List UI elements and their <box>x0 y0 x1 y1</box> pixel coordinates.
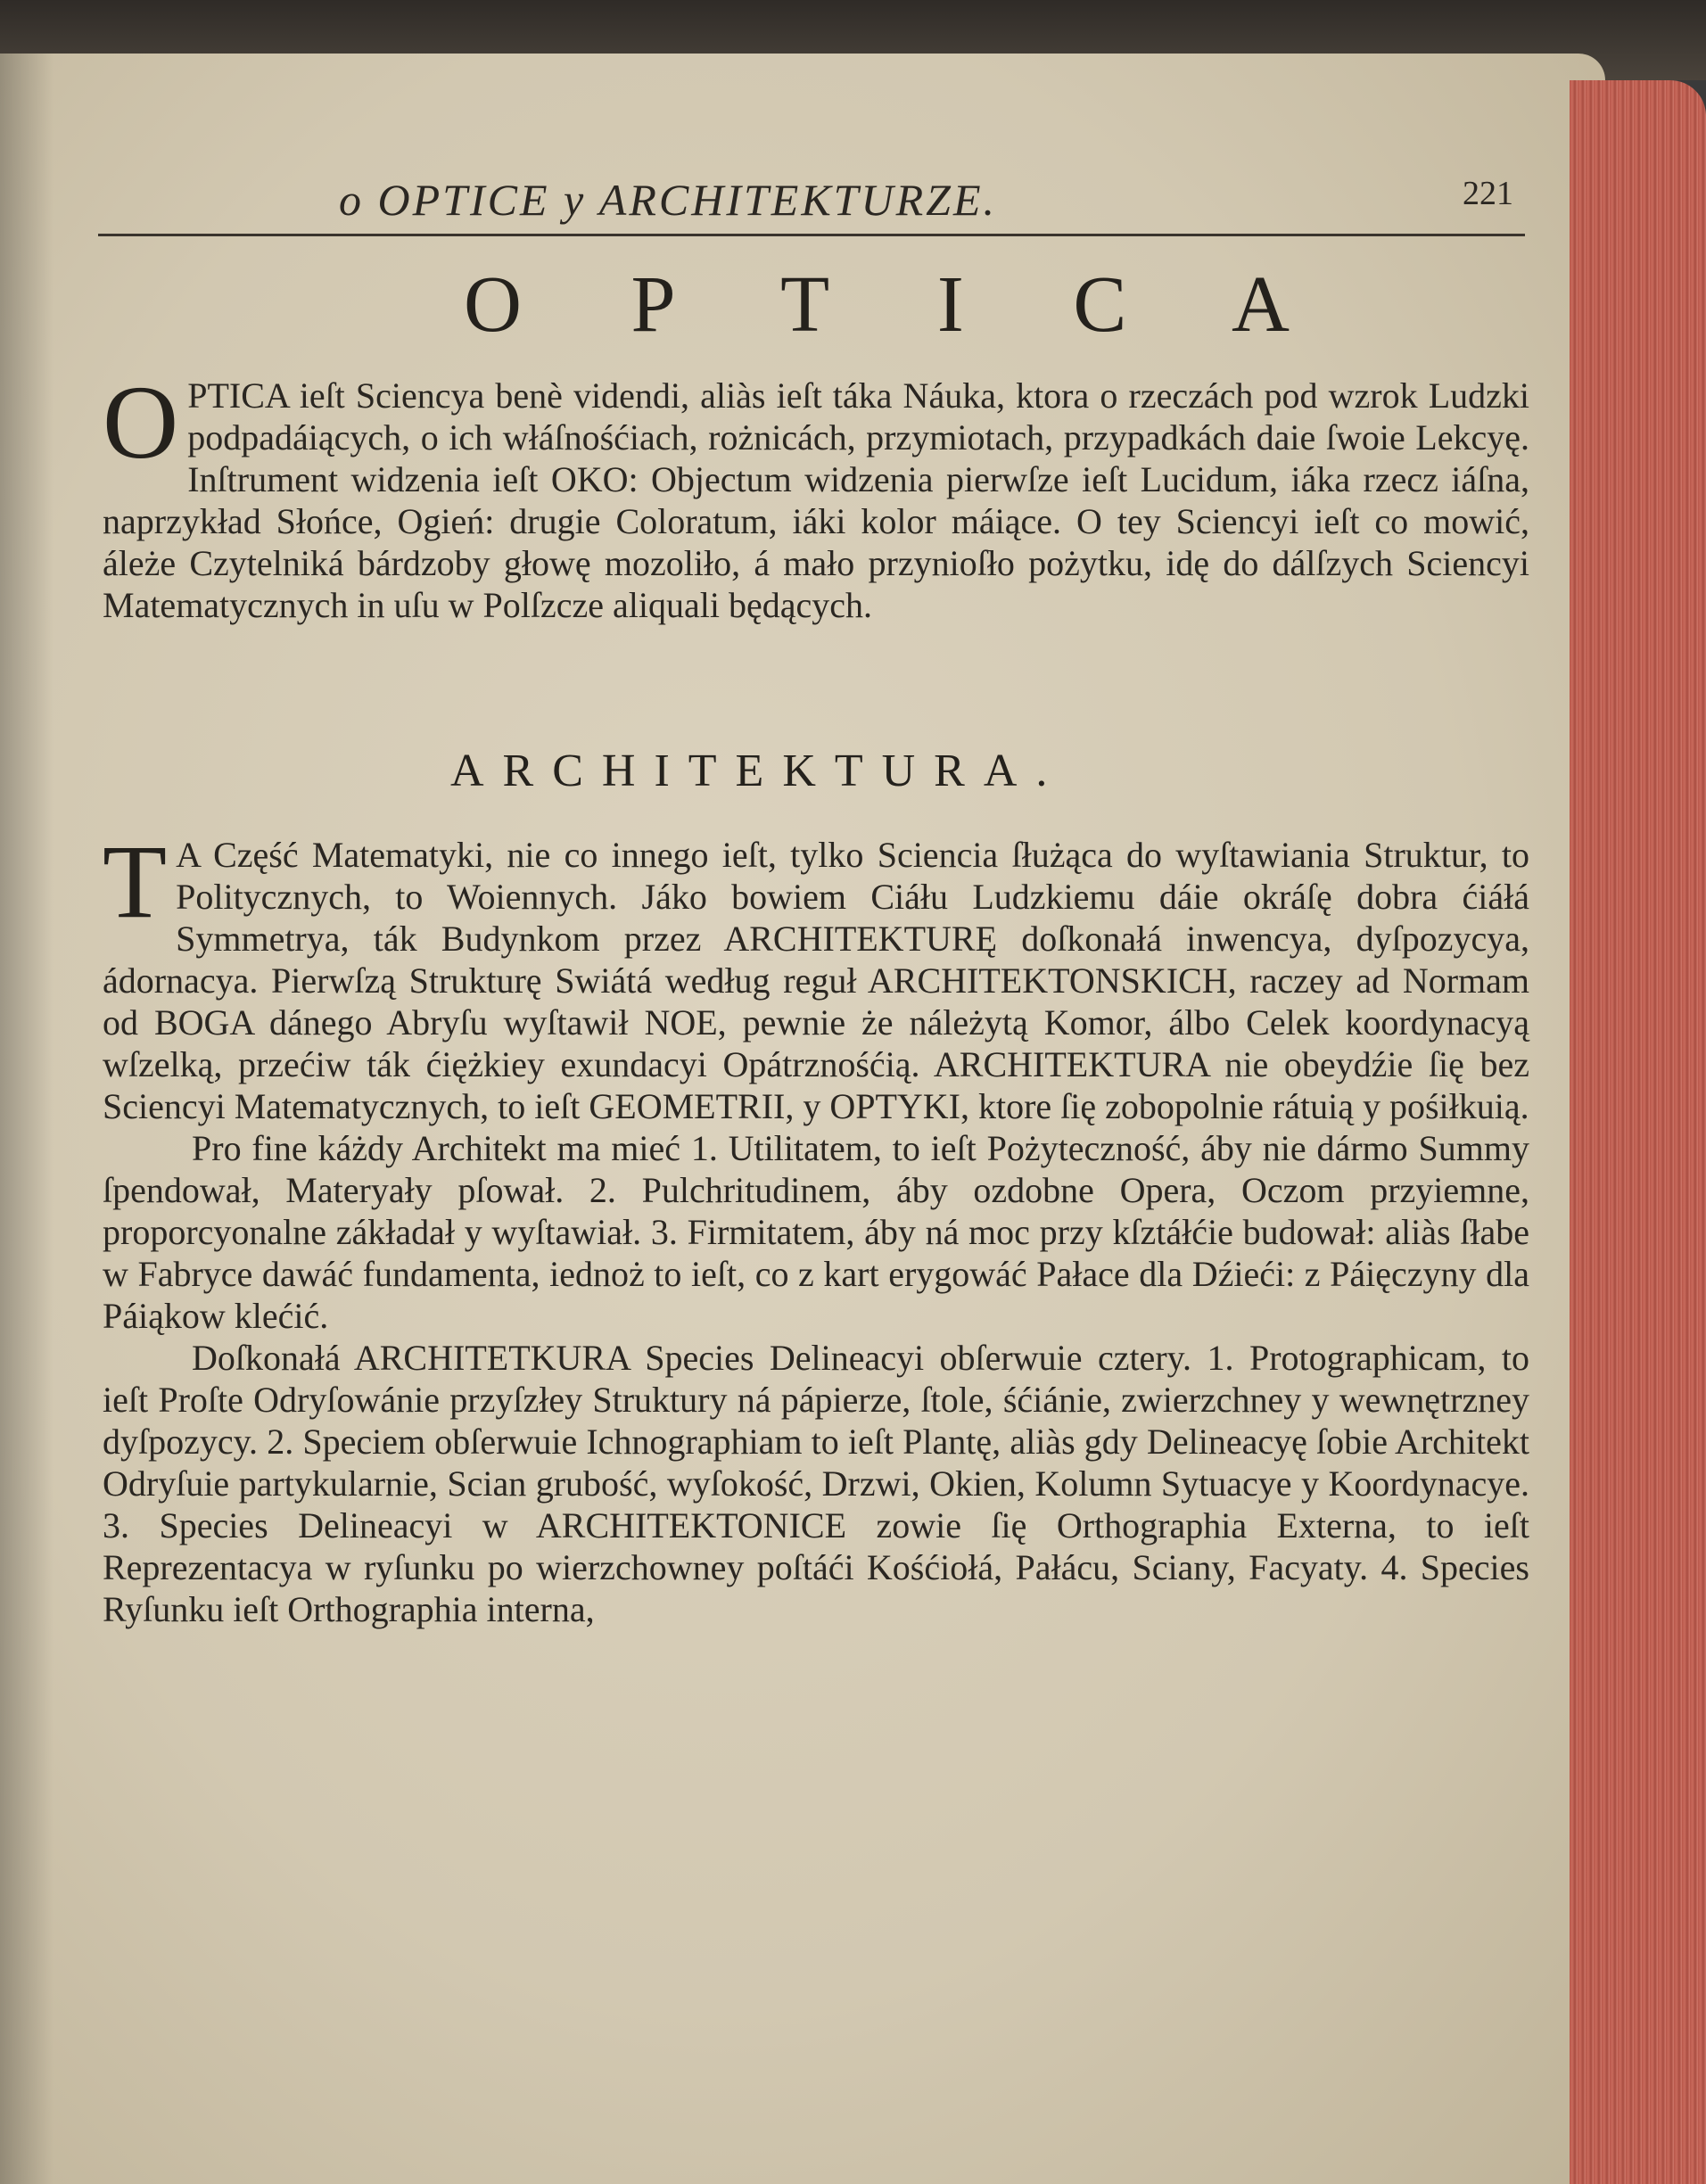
gutter-shadow <box>0 54 54 2184</box>
dropcap-o: O <box>103 364 179 481</box>
section-title-optica: O P T I C A <box>464 260 1334 349</box>
optica-paragraph <box>103 364 1529 626</box>
optica-section <box>103 364 1529 626</box>
optica-text: PTICA ieſt Sciencya benè videndi, aliàs ieſt táka Náuka, ktora o rzeczách pod wzrok Ludzki podpadáiących, o ich włáſnośćiach, rożnicách, przymiotach, przypadkách daie ſwoie Lekcyę. Inſtrument widzenia ieſt OKO: Objectum widzenia pierwſze ieſt Lucidum, iáka rzecz iáſna, naprzykład Słońce, Ogień: drugie Coloratum, iáki kolor máiące. O tey Sciencyi ieſt co mowić, áleże Czytelniká bárdzoby głowę mozoliło, á mało przynioſło pożytku, idę do dálſzych Sciencyi Matematycznych in uſu w Polſzcze aliquali będących. <box>103 375 1529 625</box>
architektura-text-1: A Część Matematyki, nie co innego ieſt, tylko Sciencia ſłużąca do wyſtawiania Struktur, to Politycznych, to Woiennych. Jáko bowiem Ciáłu Ludzkiemu dáie okráſę dobra ćiáłá Symmetrya, ták Budynkom przez ARCHITEKTURĘ doſkonałá inwencya, dyſpozycya, ádornacya. Pierwſzą Strukturę Swiátá według reguł ARCHITEKTONSKICH, raczey ad Normam od BOGA dánego Abryſu wyſtawił NOE, pewnie że náleżytą Komor, álbo Celek koordynacyą wſzelką, przećiw ták ćiężkiey exundacyi Opátrznośćią. ARCHITEKTURA nie obeydźie ſię bez Sciencyi Matematycznych, to ieſt GEOMETRII, y OPTYKI, ktore ſię zobopolnie rátuią y pośiłkuią. <box>103 835 1529 1126</box>
architektura-paragraph-1 <box>103 823 1529 1127</box>
page-header <box>98 174 1525 227</box>
architektura-text-2: Pro fine káżdy Architekt ma mieć 1. Utilitatem, to ieſt Pożyteczność, áby nie dármo Summy ſpendował, Materyały pſował. 2. Pulchritudinem, áby ozdobne Opera, Oczom przyiemne, proporcyonalne zákładał y wyſtawiał. 3. Firmitatem, áby ná moc przy kſztáłćie budował: aliàs ſłabe w Fabryce dawáć fundamenta, iednoż to ieſt, co z kart erygowáć Pałace dla Dźieći: z Páięczyny dla Páiąkow klećić. <box>103 1128 1529 1336</box>
page-number: 221 <box>1463 175 1513 212</box>
architektura-text-3: Doſkonałá ARCHITETKURA Species Delineacyi obſerwuie cztery. 1. Protographicam, to ieſt Proſte Odryſowánie przyſzłey Struktury ná pápierze, ſtole, śćiánie, zwierzchney y wewnętrzney dyſpozycy. 2. Speciem obſerwuie Ichnographiam to ieſt Plantę, aliàs gdy Delineacyę ſobie Architekt Odryſuie partykularnie, Scian grubość, wyſokość, Drzwi, Okien, Kolumn Sytuacye y Koordynacye. 3. Species Delineacyi w ARCHITEKTONICE zowie ſię Orthographia Externa, to ieſt Reprezentacya w ryſunku po wierzchowney poſtáći Kośćiołá, Pałácu, Sciany, Facyaty. 4. Species Ryſunku ieſt Orthographia interna, <box>103 1338 1529 1629</box>
running-head: o OPTICE y ARCHITEKTURZE. <box>339 175 997 225</box>
section-title-architektura: ARCHITEKTURA. <box>450 746 1067 796</box>
architektura-section <box>103 823 1529 1630</box>
architektura-paragraph-3 <box>103 1337 1529 1630</box>
dropcap-t: T <box>103 823 168 940</box>
header-rule <box>98 234 1525 236</box>
architektura-paragraph-2 <box>103 1127 1529 1337</box>
page-edges <box>1570 80 1706 2184</box>
